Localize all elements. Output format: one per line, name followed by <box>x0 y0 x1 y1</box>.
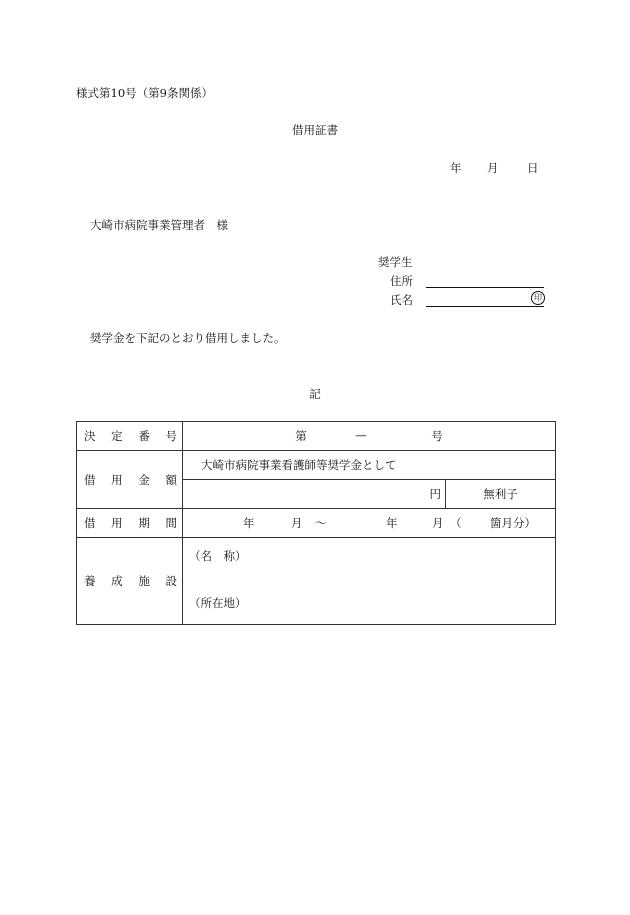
amount-row-purpose <box>77 451 556 480</box>
seal-mark: 印 <box>531 291 545 305</box>
date-year: 年 <box>450 161 462 175</box>
facility-label: 養 成 施 設 <box>77 538 183 625</box>
document-title: 借用証書 <box>292 123 338 137</box>
name-label: 氏名 <box>390 293 413 307</box>
facility-name-label: （名 称） <box>189 549 247 563</box>
period-value[interactable]: 年 月 〜 年 月 （ 箇月分） <box>183 509 556 538</box>
addressee: 大崎市病院事業管理者 様 <box>90 218 228 232</box>
facility-value[interactable] <box>183 538 556 625</box>
scholar-label: 奨学生 <box>378 255 413 269</box>
facility-location-label: （所在地） <box>189 596 247 610</box>
facility-row <box>77 538 556 625</box>
decision-number-value[interactable]: 第 — 号 <box>183 422 556 451</box>
date-month: 月 <box>487 161 499 175</box>
address-field[interactable] <box>426 287 544 288</box>
name-field[interactable] <box>426 306 544 307</box>
form-number: 様式第10号（第9条関係） <box>76 86 213 100</box>
date-day: 日 <box>527 161 539 175</box>
amount-purpose: 大崎市病院事業看護師等奨学金として <box>183 451 556 480</box>
interest-rate: 無利子 <box>446 480 556 509</box>
statement-text: 奨学金を下記のとおり借用しました。 <box>90 331 286 345</box>
amount-label: 借 用 金 額 <box>77 451 183 509</box>
note-heading: 記 <box>309 387 321 401</box>
address-label: 住所 <box>390 274 413 288</box>
period-label: 借 用 期 間 <box>77 509 183 538</box>
loan-details-table <box>76 421 556 625</box>
period-row <box>77 509 556 538</box>
decision-number-label: 決 定 番 号 <box>77 422 183 451</box>
decision-number-row <box>77 422 556 451</box>
date-line <box>450 160 539 176</box>
amount-yen-field[interactable]: 円 <box>183 480 446 509</box>
